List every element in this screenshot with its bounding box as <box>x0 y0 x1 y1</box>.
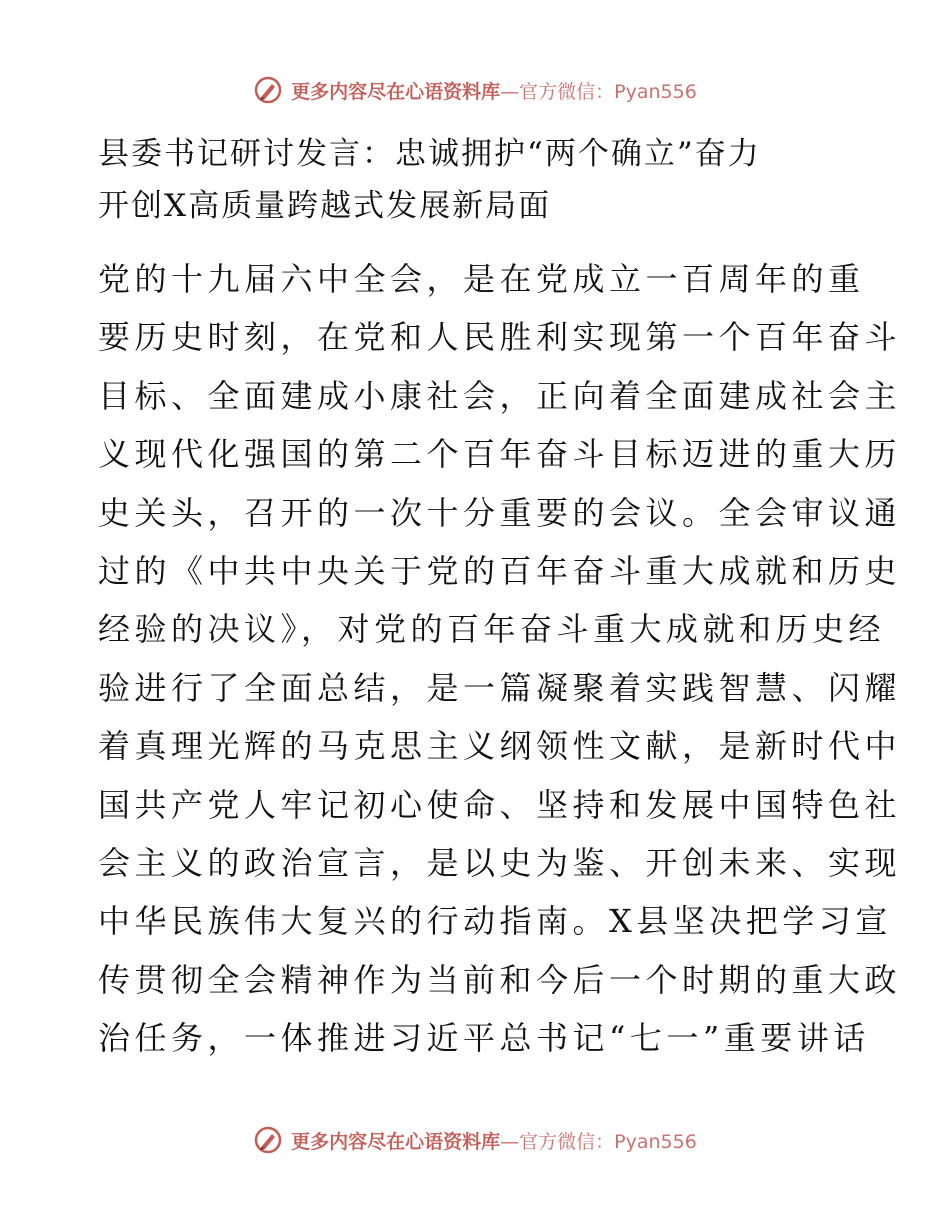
title-line: 开创X高质量跨越式发展新局面 <box>98 188 552 224</box>
body-line: 经验的决议》，对党的百年奋斗重大成就和历史经 <box>98 610 886 649</box>
body-line: 目标、全面建成小康社会，正向着全面建成社会主 <box>98 376 902 415</box>
body-line: 治任务，一体推进习近平总书记“七一”重要讲话 <box>98 1019 870 1058</box>
body-line: 国共产党人牢记初心使命、坚持和发展中国特色社 <box>98 785 902 824</box>
body-line: 中华民族伟大复兴的行动指南。X县坚决把学习宣 <box>98 902 892 941</box>
body-line: 传贯彻全会精神作为当前和今后一个时期的重大政 <box>98 960 902 999</box>
document-title <box>98 128 858 232</box>
title-line: 县委书记研讨发言：忠诚拥护“两个确立”奋力 <box>98 136 761 172</box>
body-line: 过的《中共中央关于党的百年奋斗重大成就和历史 <box>98 552 902 591</box>
footer-watermark-banner <box>0 1120 950 1160</box>
body-line: 验进行了全面总结，是一篇凝聚着实践智慧、闪耀 <box>98 668 902 707</box>
footer-banner-text: 更多内容尽在心语资料库—官方微信：Pyan556 <box>291 1130 697 1153</box>
body-line: 史关头，召开的一次十分重要的会议。全会审议通 <box>98 493 902 532</box>
document-body <box>98 250 902 1068</box>
pen-logo-icon <box>253 75 283 105</box>
body-line: 会主义的政治宣言，是以史为鉴、开创未来、实现 <box>98 844 902 883</box>
body-line: 义现代化强国的第二个百年奋斗目标迈进的重大历 <box>98 435 902 474</box>
pen-logo-icon <box>253 1125 283 1155</box>
body-line: 党的十九届六中全会，是在党成立一百周年的重 <box>98 260 865 298</box>
header-banner-text: 更多内容尽在心语资料库—官方微信：Pyan556 <box>291 80 697 103</box>
body-line: 着真理光辉的马克思主义纲领性文献，是新时代中 <box>98 727 902 766</box>
body-line: 要历史时刻，在党和人民胜利实现第一个百年奋斗 <box>98 318 902 357</box>
header-watermark-banner <box>0 70 950 110</box>
